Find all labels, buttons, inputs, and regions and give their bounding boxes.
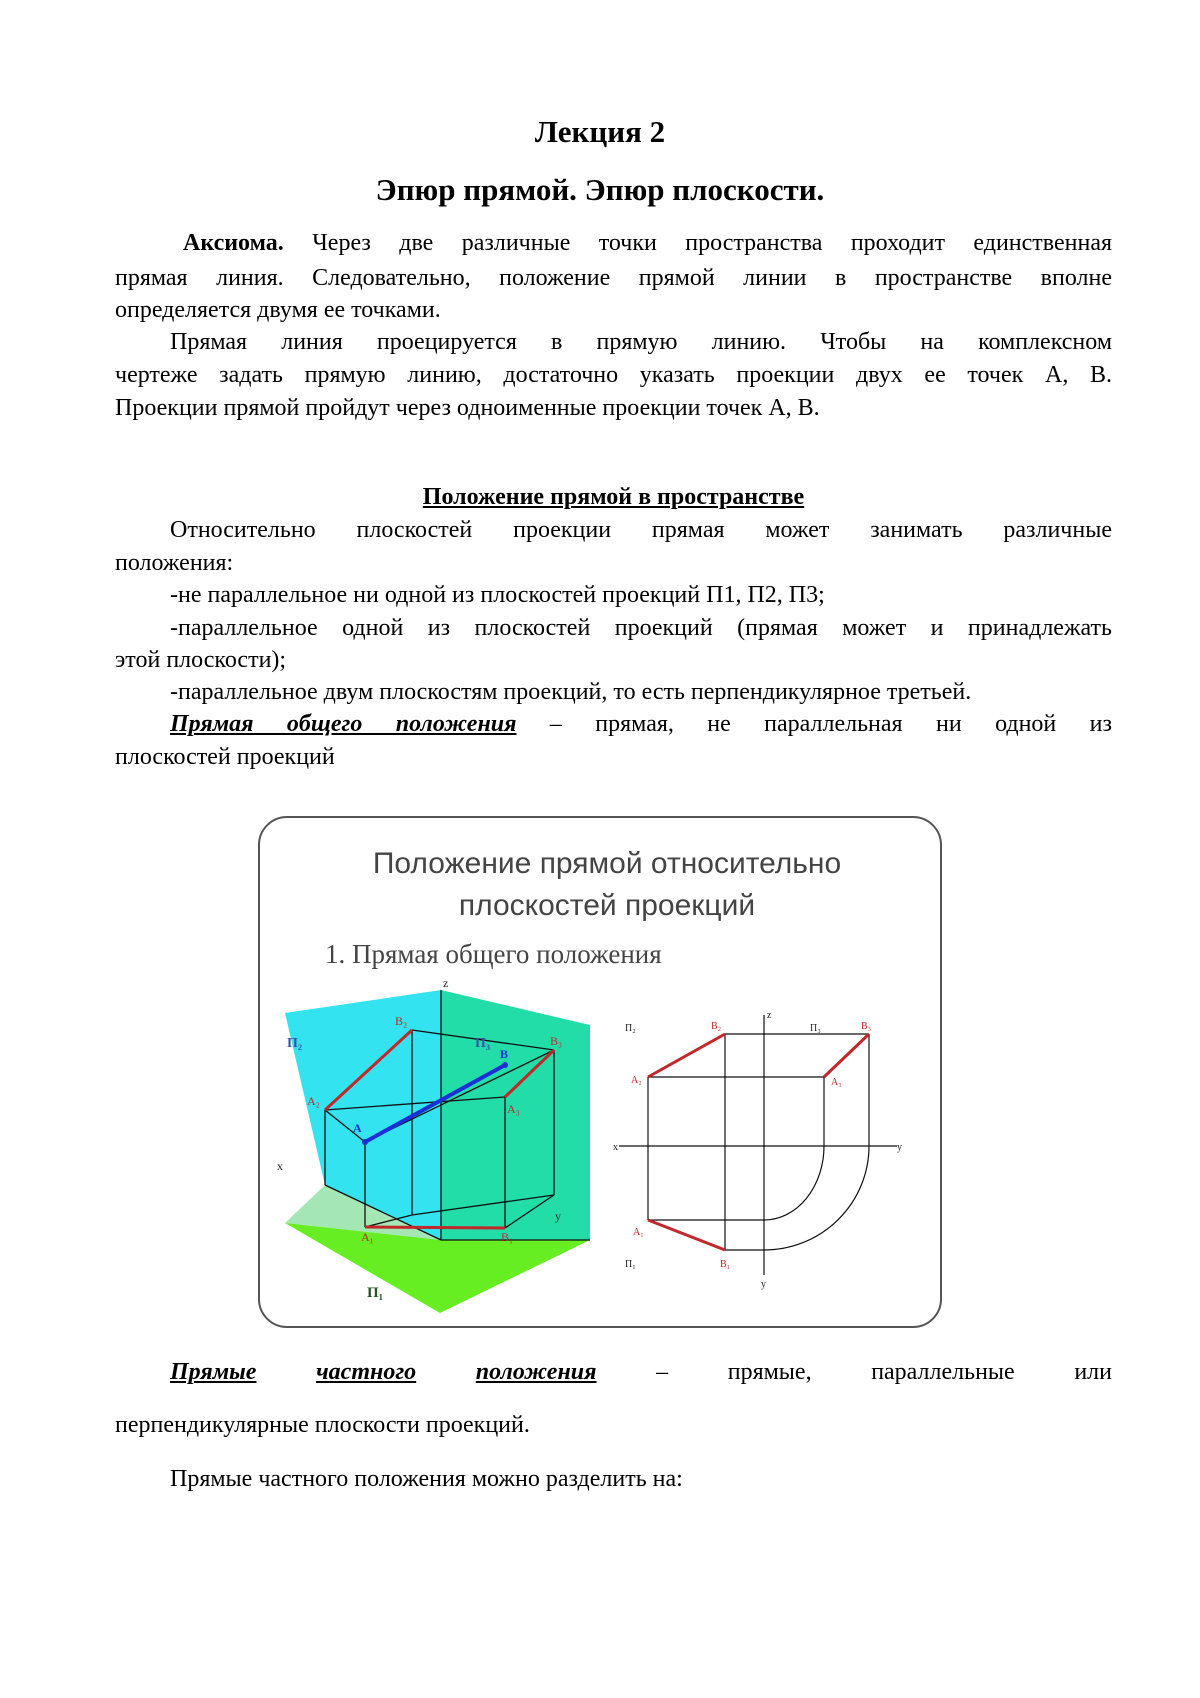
label-b1-epure: B₁ [720,1259,731,1270]
section-line-2: положения: [115,550,234,576]
general-position-line-1 [115,707,1112,742]
projection-a1b1 [365,1227,505,1228]
label-a-3d: A [353,1121,362,1135]
position-item-2-line-1: -параллельное одной из плоскостей проекций (прямая может и принадлежать [170,615,1112,641]
lecture-title: Лекция 2 [534,114,666,149]
label-y-epure: y [897,1142,902,1153]
label-a2-3d: A₂ [307,1094,320,1108]
slide-figure [257,815,943,1329]
axiom-line-3: определяется двумя ее точками. [115,297,441,323]
label-a1-3d: A₁ [361,1230,374,1244]
label-z-epure: z [767,1010,772,1021]
label-a2-epure: A₂ [631,1075,642,1086]
partial-def-word-2: параллельные [871,1359,1015,1385]
general-position-def: – прямая, не параллельная ни одной из [549,711,1112,737]
slide-title-line-1: Положение прямой относительно [372,847,842,880]
label-z-3d: z [443,976,449,990]
axiom-line-1 [115,226,1112,261]
axiom-line-2: прямая линия. Следовательно, положение прямой линии в пространстве вполне [115,265,1112,291]
label-b-3d: B [500,1047,509,1061]
section-heading: Положение прямой в пространстве [422,484,805,510]
label-x-epure: x [613,1142,618,1153]
partial-def-word-1: прямые, [727,1359,812,1385]
lecture-topic: Эпюр прямой. Эпюр плоскости. [375,172,825,207]
label-b3-epure: B₃ [861,1021,872,1032]
partial-def-word-3: или [1074,1359,1112,1385]
general-position-term: Прямая общего положения [170,711,517,737]
axiom-term: Аксиома. [183,230,284,256]
label-pi3-epure: П₃ [810,1023,821,1034]
partial-term-word-1: Прямые [170,1359,257,1385]
partial-term-word-2: частного [316,1359,417,1385]
projection-line-3: Проекции прямой пройдут через одноименные проекции точек А, В. [115,395,820,421]
slide-title-line-2: плоскостей проекций [458,889,756,922]
partial-position-line-2: перпендикулярные плоскости проекций. [115,1412,530,1438]
label-b3-3d: B₃ [550,1034,563,1048]
label-b2-epure: B₂ [711,1021,722,1032]
label-pi1-3d: П₁ [367,1285,384,1301]
slide-subtitle: 1. Прямая общего положения [325,939,662,969]
label-b2-3d: B₂ [395,1014,408,1028]
label-a1-epure: A₁ [633,1227,644,1238]
general-position-line-2: плоскостей проекций [115,744,335,770]
position-item-1: -не параллельное ни одной из плоскостей проекций П1, П2, П3; [170,582,825,608]
projection-line-2: чертеже задать прямую линию, достаточно указать проекции двух ее точек А, В. [115,362,1112,388]
label-x-3d: x [277,1159,283,1173]
label-pi2-epure: П₂ [625,1023,636,1034]
position-item-2-line-2: этой плоскости); [115,647,287,673]
label-y2-epure: y [761,1279,766,1290]
partial-position-line-1 [115,1355,1112,1390]
partial-position-classification: Прямые частного положения можно разделить на: [170,1466,683,1492]
label-a3-epure: A₃ [831,1077,842,1088]
partial-term-word-3: положения [475,1359,597,1385]
label-pi2-3d: П₂ [287,1036,303,1051]
label-y-3d: y [555,1209,561,1223]
projection-line-1: Прямая линия проецируется в прямую линию. Чтобы на комплексном [170,329,1112,355]
label-b1-3d: B₁ [501,1230,514,1244]
label-pi3-3d: П₃ [475,1036,491,1051]
partial-def-dash: – [656,1359,669,1385]
section-line-1: Относительно плоскостей проекции прямая может занимать различные [170,517,1112,543]
position-item-3: -параллельное двум плоскостям проекций, то есть перпендикулярное третьей. [170,679,972,705]
label-a3-3d: A₃ [507,1102,520,1116]
axiom-text: Через две различные точки пространства проходит единственная [312,230,1113,256]
label-pi1-epure: П₁ [625,1259,636,1270]
